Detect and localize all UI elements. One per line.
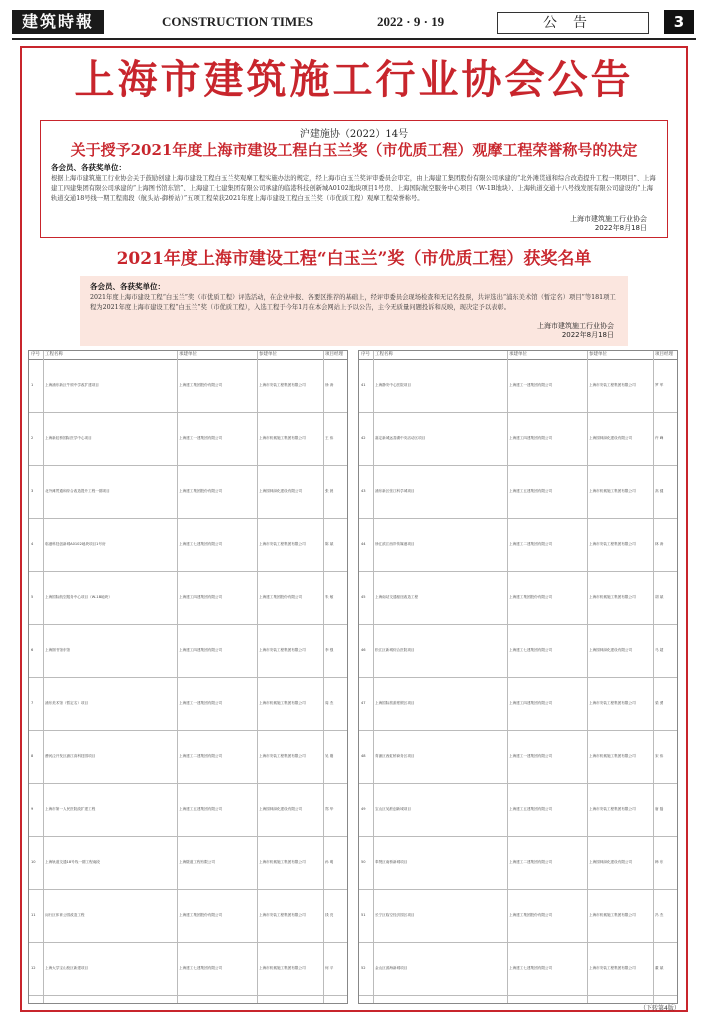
row-no: 47 bbox=[361, 701, 366, 705]
table-row bbox=[359, 837, 677, 890]
masthead bbox=[12, 10, 696, 36]
row-no: 43 bbox=[361, 489, 366, 493]
row-partner: 上海市安装工程集团有限公司 bbox=[589, 966, 636, 970]
row-manager: 宋 伟 bbox=[655, 754, 664, 758]
row-no: 49 bbox=[361, 807, 366, 811]
row-builder: 上海建工集团股份有限公司 bbox=[509, 913, 553, 917]
table-row bbox=[29, 625, 347, 678]
row-builder: 上海建工五建集团有限公司 bbox=[509, 489, 553, 493]
table-row bbox=[29, 466, 347, 519]
row-no: 44 bbox=[361, 542, 366, 546]
row-name: 上海国际航空服务中心项目（W-1B地块） bbox=[45, 595, 112, 599]
row-name: 上海新虹桥国际医学中心项目 bbox=[45, 436, 92, 440]
row-partner: 上海市安装工程集团有限公司 bbox=[259, 913, 306, 917]
row-partner: 上海市机械施工集团有限公司 bbox=[589, 489, 636, 493]
row-partner: 上海市安装工程集团有限公司 bbox=[259, 754, 306, 758]
row-builder: 上海建工一建集团有限公司 bbox=[509, 754, 553, 758]
publication-name: CONSTRUCTION TIMES bbox=[162, 14, 314, 29]
row-builder: 上海建工五建集团有限公司 bbox=[179, 807, 223, 811]
row-name: 宝山区吴淞创新城项目 bbox=[375, 807, 411, 811]
row-name: 漕河泾开发区浦江高科技园项目 bbox=[45, 754, 96, 758]
column-divider bbox=[177, 351, 178, 1003]
row-manager: 朱 敏 bbox=[325, 595, 334, 599]
table-row bbox=[29, 360, 347, 413]
row-no: 12 bbox=[31, 966, 36, 970]
row-partner: 上海园林绿化建设有限公司 bbox=[589, 436, 633, 440]
row-partner: 上海市机械施工集团有限公司 bbox=[589, 913, 636, 917]
table-row bbox=[29, 572, 347, 625]
document-number: 沪建施协（2022）14号 bbox=[299, 129, 409, 140]
row-no: 4 bbox=[31, 542, 34, 546]
row-manager: 梁 勇 bbox=[655, 701, 664, 705]
row-builder: 上海建工七建集团有限公司 bbox=[179, 966, 223, 970]
row-manager: 周 杰 bbox=[325, 701, 334, 705]
row-manager: 林 涛 bbox=[655, 542, 664, 546]
row-no: 6 bbox=[31, 648, 34, 652]
row-builder: 上海建工七建集团有限公司 bbox=[509, 966, 553, 970]
row-no: 46 bbox=[361, 648, 366, 652]
table-row bbox=[359, 625, 677, 678]
row-builder: 上海建工四建集团有限公司 bbox=[509, 436, 553, 440]
table-row bbox=[359, 572, 677, 625]
row-partner: 上海市机械施工集团有限公司 bbox=[259, 436, 306, 440]
row-name: 金山区滨海新城项目 bbox=[375, 966, 408, 970]
row-partner: 上海市机械施工集团有限公司 bbox=[259, 966, 306, 970]
row-partner: 上海市安装工程集团有限公司 bbox=[589, 807, 636, 811]
row-no: 3 bbox=[31, 489, 34, 493]
decision-sign-date: 2022年8月18日 bbox=[594, 224, 647, 232]
row-partner: 上海市机械施工集团有限公司 bbox=[259, 701, 306, 705]
decision-signature bbox=[570, 215, 647, 233]
header-name: 工程名称 bbox=[45, 352, 63, 357]
row-manager: 徐 涛 bbox=[325, 383, 334, 387]
row-name: 上海静安中心医院项目 bbox=[375, 383, 411, 387]
intro-sign-date: 2022年8月18日 bbox=[561, 331, 614, 339]
row-name: 上海市第一人民医院改扩建工程 bbox=[45, 807, 96, 811]
row-no: 10 bbox=[31, 860, 36, 864]
award-list-intro bbox=[80, 276, 628, 346]
row-name: 奉贤区南桥新城项目 bbox=[375, 860, 408, 864]
row-no: 48 bbox=[361, 754, 366, 758]
column-divider bbox=[373, 351, 374, 1003]
row-builder: 上海建工五建集团有限公司 bbox=[509, 807, 553, 811]
header-no: 序号 bbox=[31, 352, 40, 357]
row-name: 临港科技创新城A0102地块项目1号房 bbox=[45, 542, 106, 546]
award-table-right bbox=[358, 350, 678, 1004]
row-no: 9 bbox=[31, 807, 34, 811]
column-divider bbox=[257, 351, 258, 1003]
row-name: 上海大学宝山校区新建项目 bbox=[45, 966, 89, 970]
row-name: 长宁区临空经济园区项目 bbox=[375, 913, 415, 917]
row-name: 松江区新城综合医院项目 bbox=[375, 648, 415, 652]
row-manager: 郑 华 bbox=[325, 807, 334, 811]
continued-note: （下转第4版） bbox=[640, 1005, 680, 1012]
decision-sign-org: 上海市建筑施工行业协会 bbox=[570, 215, 647, 223]
header-manager: 项目经理 bbox=[325, 352, 343, 357]
table-row bbox=[359, 466, 677, 519]
row-manager: 韩 东 bbox=[655, 860, 664, 864]
table-row bbox=[29, 837, 347, 890]
award-list-title: 2021年度上海市建设工程“白玉兰”奖（市优质工程）获奖名单 bbox=[116, 249, 592, 269]
table-row bbox=[359, 890, 677, 943]
header-no: 序号 bbox=[361, 352, 370, 357]
intro-sign-org: 上海市建筑施工行业协会 bbox=[537, 322, 614, 330]
row-builder: 上海建工二建集团有限公司 bbox=[509, 860, 553, 864]
row-no: 41 bbox=[361, 383, 366, 387]
row-manager: 李 强 bbox=[325, 648, 334, 652]
decision-salutation: 各会员、各获奖单位： bbox=[51, 163, 126, 172]
row-no: 50 bbox=[361, 860, 366, 864]
row-no: 52 bbox=[361, 966, 366, 970]
table-row bbox=[359, 519, 677, 572]
row-builder: 上海建工集团股份有限公司 bbox=[179, 383, 223, 387]
table-row bbox=[359, 413, 677, 466]
decision-notice bbox=[40, 120, 668, 238]
row-name: 浦东美术馆（暂定名）项目 bbox=[45, 701, 89, 705]
table-row bbox=[359, 678, 677, 731]
row-builder: 上海建工七建集团有限公司 bbox=[179, 542, 223, 546]
table-row bbox=[359, 943, 677, 996]
row-name: 上海轨道交通18号线一期工程南段 bbox=[45, 860, 100, 864]
header-partner: 参建单位 bbox=[589, 352, 607, 357]
table-header bbox=[29, 351, 347, 360]
row-manager: 董 斌 bbox=[655, 966, 664, 970]
row-builder: 上海建工集团股份有限公司 bbox=[179, 489, 223, 493]
table-row bbox=[359, 731, 677, 784]
intro-signature bbox=[537, 322, 614, 340]
table-header bbox=[359, 351, 677, 360]
row-manager: 吴 刚 bbox=[325, 754, 334, 758]
row-builder: 上海建工四建集团有限公司 bbox=[179, 648, 223, 652]
row-manager: 高 健 bbox=[655, 489, 664, 493]
row-builder: 上海隧道工程有限公司 bbox=[179, 860, 215, 864]
row-partner: 上海建工集团股份有限公司 bbox=[259, 595, 303, 599]
row-partner: 上海市机械施工集团有限公司 bbox=[259, 860, 306, 864]
header-builder: 承建单位 bbox=[179, 352, 197, 357]
table-row bbox=[29, 413, 347, 466]
table-row bbox=[359, 784, 677, 837]
column-divider bbox=[653, 351, 654, 1003]
table-row bbox=[29, 890, 347, 943]
row-name: 上海国际旅游度假区项目 bbox=[375, 701, 415, 705]
newspaper-logo: 建筑時報 bbox=[12, 10, 104, 34]
row-manager: 王 伟 bbox=[325, 436, 334, 440]
column-divider bbox=[43, 351, 44, 1003]
row-builder: 上海建工四建集团有限公司 bbox=[509, 701, 553, 705]
row-partner: 上海园林绿化建设有限公司 bbox=[259, 489, 303, 493]
section-label: 公告 bbox=[497, 12, 649, 34]
header-builder: 承建单位 bbox=[509, 352, 527, 357]
issue-date: 2022 · 9 · 19 bbox=[377, 14, 445, 29]
table-row bbox=[29, 784, 347, 837]
row-manager: 许 峰 bbox=[655, 436, 664, 440]
intro-salutation: 各会员、各获奖单位： bbox=[90, 282, 165, 291]
row-partner: 上海园林绿化建设有限公司 bbox=[589, 648, 633, 652]
row-no: 1 bbox=[31, 383, 34, 387]
row-no: 5 bbox=[31, 595, 34, 599]
row-partner: 上海市安装工程集团有限公司 bbox=[259, 542, 306, 546]
table-row bbox=[29, 943, 347, 996]
row-name: 北外滩贯通和综合改造提升工程一期项目 bbox=[45, 489, 110, 493]
award-table-left bbox=[28, 350, 348, 1004]
row-name: 上海浦东新区牛顿中学改扩建项目 bbox=[45, 383, 99, 387]
row-manager: 马 超 bbox=[655, 648, 664, 652]
row-manager: 胡 斌 bbox=[655, 595, 664, 599]
row-name: 青浦区西虹桥商务区项目 bbox=[375, 754, 415, 758]
row-manager: 孙 明 bbox=[325, 860, 334, 864]
row-builder: 上海建工七建集团有限公司 bbox=[509, 648, 553, 652]
row-partner: 上海市安装工程集团有限公司 bbox=[259, 648, 306, 652]
row-partner: 上海市安装工程集团有限公司 bbox=[589, 383, 636, 387]
row-no: 51 bbox=[361, 913, 366, 917]
row-no: 42 bbox=[361, 436, 366, 440]
row-name: 浦东新区张江科学城项目 bbox=[375, 489, 415, 493]
header-name: 工程名称 bbox=[375, 352, 393, 357]
page-number: 3 bbox=[664, 10, 694, 34]
header-manager: 项目经理 bbox=[655, 352, 673, 357]
row-partner: 上海市机械施工集团有限公司 bbox=[589, 595, 636, 599]
row-manager: 冯 杰 bbox=[655, 913, 664, 917]
row-no: 45 bbox=[361, 595, 366, 599]
row-name: 闵行区体育公园改造工程 bbox=[45, 913, 85, 917]
row-no: 7 bbox=[31, 701, 34, 705]
row-manager: 陈 斌 bbox=[325, 542, 334, 546]
masthead-rule bbox=[12, 38, 696, 40]
row-name: 徐汇滨江西岸传媒港项目 bbox=[375, 542, 415, 546]
row-builder: 上海建工一建集团有限公司 bbox=[179, 436, 223, 440]
row-builder: 上海建工四建集团有限公司 bbox=[179, 595, 223, 599]
decision-body bbox=[51, 163, 659, 204]
row-builder: 上海建工一建集团有限公司 bbox=[179, 701, 223, 705]
decision-title: 关于授予2021年度上海市建设工程白玉兰奖（市优质工程）观摩工程荣誉称号的决定 bbox=[70, 141, 638, 159]
table-row bbox=[359, 360, 677, 413]
row-partner: 上海市安装工程集团有限公司 bbox=[589, 701, 636, 705]
row-manager: 张 晨 bbox=[325, 489, 334, 493]
intro-text: 2021年度上海市建设工程“白玉兰”奖（市优质工程）评选活动，在企业申报、各要区推荐的基础上，经评审委员会现场检查和无记名投票，共评选出“浦东美术馆（暂定名）项目”等181项工程为2021年度上海市建设工程“白玉兰”奖（市优质工程），入选工程于今年1月在本会网站上予以公告，主今无质量问题投诉和反映，现决定予以表彰。 bbox=[90, 294, 616, 311]
column-divider bbox=[507, 351, 508, 1003]
row-name: 上海南站交通枢纽改造工程 bbox=[375, 595, 419, 599]
row-manager: 钱 亮 bbox=[325, 913, 334, 917]
row-partner: 上海市机械施工集团有限公司 bbox=[589, 754, 636, 758]
table-row bbox=[29, 731, 347, 784]
table-row bbox=[29, 519, 347, 572]
row-builder: 上海建工集团股份有限公司 bbox=[179, 913, 223, 917]
row-manager: 何 平 bbox=[325, 966, 334, 970]
row-no: 2 bbox=[31, 436, 34, 440]
row-builder: 上海建工一建集团有限公司 bbox=[509, 383, 553, 387]
table-row bbox=[29, 678, 347, 731]
decision-text: 根据上海市建筑施工行业协会关于鼓励创建上海市建设工程白玉兰奖观摩工程实施办法的规定，经上海市白玉兰奖评审委员会审定，由上海建工集团股份有限公司承建的“北外滩贯通和综合改造提升工程一期项目”、上海建工四建集团有限公司承建的“上海图书馆东馆”、上海建工七建集团有限公司承建的临港科技创新城A0102地块项目1号房、上海国际航空服务中心项目（W-1B地块）、上海轨道交通十八号线发展有限公司建设的“上海轨道交通18号线一期工程南段（航头站-御桥站）”五项工程荣获2021年度上海市建设工程白玉兰奖（市优质工程）观摩工程荣誉称号。 bbox=[51, 175, 656, 202]
main-title: 上海市建筑施工行业协会公告 bbox=[74, 57, 634, 103]
row-manager: 罗 军 bbox=[655, 383, 664, 387]
row-name: 嘉定新城远香湖中央活动区项目 bbox=[375, 436, 426, 440]
row-builder: 上海建工集团股份有限公司 bbox=[509, 595, 553, 599]
row-no: 8 bbox=[31, 754, 34, 758]
header-partner: 参建单位 bbox=[259, 352, 277, 357]
row-partner: 上海园林绿化建设有限公司 bbox=[259, 807, 303, 811]
row-name: 上海图书馆东馆 bbox=[45, 648, 71, 652]
row-builder: 上海建工二建集团有限公司 bbox=[509, 542, 553, 546]
row-partner: 上海市安装工程集团有限公司 bbox=[589, 542, 636, 546]
row-partner: 上海园林绿化建设有限公司 bbox=[589, 860, 633, 864]
column-divider bbox=[323, 351, 324, 1003]
row-partner: 上海市安装工程集团有限公司 bbox=[259, 383, 306, 387]
row-builder: 上海建工二建集团有限公司 bbox=[179, 754, 223, 758]
row-no: 11 bbox=[31, 913, 36, 917]
row-manager: 唐 磊 bbox=[655, 807, 664, 811]
column-divider bbox=[587, 351, 588, 1003]
